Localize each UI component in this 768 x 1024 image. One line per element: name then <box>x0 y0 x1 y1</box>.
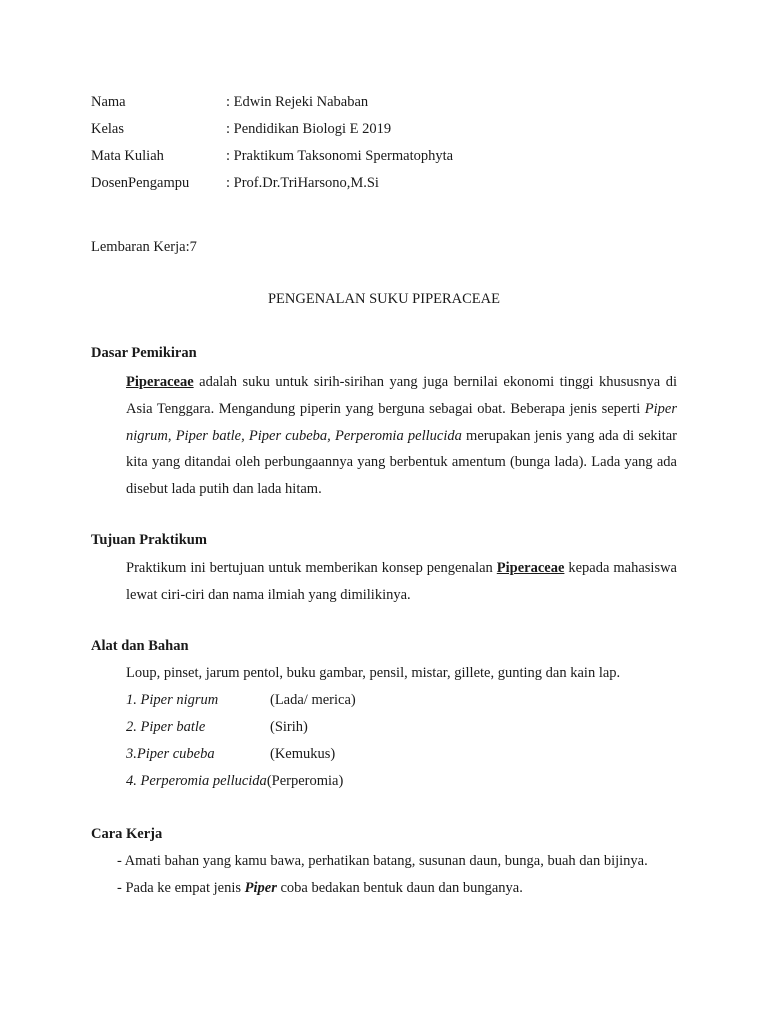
cara-step-2 <box>117 880 523 897</box>
section-heading-tujuan: Tujuan Praktikum <box>91 532 207 548</box>
species-item-name: 3.Piper cubeba <box>126 746 215 762</box>
species-item-name: 4. Perperomia pellucida <box>126 773 267 789</box>
species-item-common: (Kemukus) <box>270 746 336 762</box>
header-label-nama: Nama <box>91 94 126 110</box>
section-heading-alat: Alat dan Bahan <box>91 638 189 654</box>
header-label-dosen: DosenPengampu <box>91 175 190 191</box>
dasar-line1: adalah suku untuk sirih-sirihan yang juga bernilai ekonomi tinggi khususnya di <box>193 374 677 390</box>
dasar-line2: Asia Tenggara. Mengandung piperin yang berguna sebagai obat. Beberapa jenis seperti <box>126 400 641 417</box>
dasar-species: Piper nigrum, Piper batle, Piper cubeba, Perperomia pellucida <box>126 400 678 444</box>
species-item-common: (Perperomia) <box>266 773 344 789</box>
section-heading-dasar: Dasar Pemikiran <box>91 345 197 361</box>
dasar-line4: di sekitar kita yang ditandai oleh perbungaannya yang berbentuk amentum (bunga lada). <box>126 427 678 471</box>
document-title <box>0 291 768 308</box>
dasar-line3: merupakan jenis yang ada <box>461 427 619 444</box>
tujuan-paragraph <box>126 555 677 609</box>
worksheet-number: Lembaran Kerja:7 <box>91 239 197 255</box>
cara-step-2b: coba bedakan bentuk daun dan bunganya. <box>276 880 523 896</box>
document-title-text: PENGENALAN SUKU PIPERACEAE <box>267 291 500 307</box>
dasar-line5: Lada yang ada disebut lada putih dan lada hitam. <box>126 454 677 498</box>
dasar-paragraph <box>126 369 677 503</box>
species-item-common: (Sirih) <box>270 719 308 735</box>
species-item-common: (Lada/ merica) <box>270 692 356 708</box>
term-piper: Piper <box>244 880 277 896</box>
tujuan-line2: mahasiswa lewat ciri-ciri dan nama ilmiah yang dimilikinya. <box>126 560 677 603</box>
header-value-mata-kuliah: : Praktikum Taksonomi Spermatophyta <box>226 148 454 164</box>
header-value-kelas: : Pendidikan Biologi E 2019 <box>226 121 392 137</box>
cara-step-1: - Amati bahan yang kamu bawa, perhatikan batang, susunan daun, bunga, buah dan bijinya. <box>117 853 648 869</box>
species-item-name: 1. Piper nigrum <box>126 692 219 708</box>
section-heading-cara: Cara Kerja <box>91 826 163 842</box>
header-value-dosen: : Prof.Dr.TriHarsono,M.Si <box>226 175 379 191</box>
term-piperaceae: Piperaceae <box>126 374 194 390</box>
header-value-nama: : Edwin Rejeki Nababan <box>226 94 369 110</box>
header-label-kelas: Kelas <box>91 121 125 137</box>
term-piperaceae-2: Piperaceae <box>496 560 565 576</box>
header-label-mata-kuliah: Mata Kuliah <box>91 148 164 164</box>
cara-step-2a: - Pada ke empat jenis <box>117 880 245 896</box>
species-item-name: 2. Piper batle <box>126 719 206 735</box>
tujuan-line1a: Praktikum ini bertujuan untuk memberikan konsep pengenalan <box>126 560 497 576</box>
tujuan-line1b: kepada <box>564 560 610 576</box>
alat-intro: Loup, pinset, jarum pentol, buku gambar, pensil, mistar, gillete, gunting dan kain lap. <box>126 665 621 681</box>
species-item <box>126 773 343 790</box>
